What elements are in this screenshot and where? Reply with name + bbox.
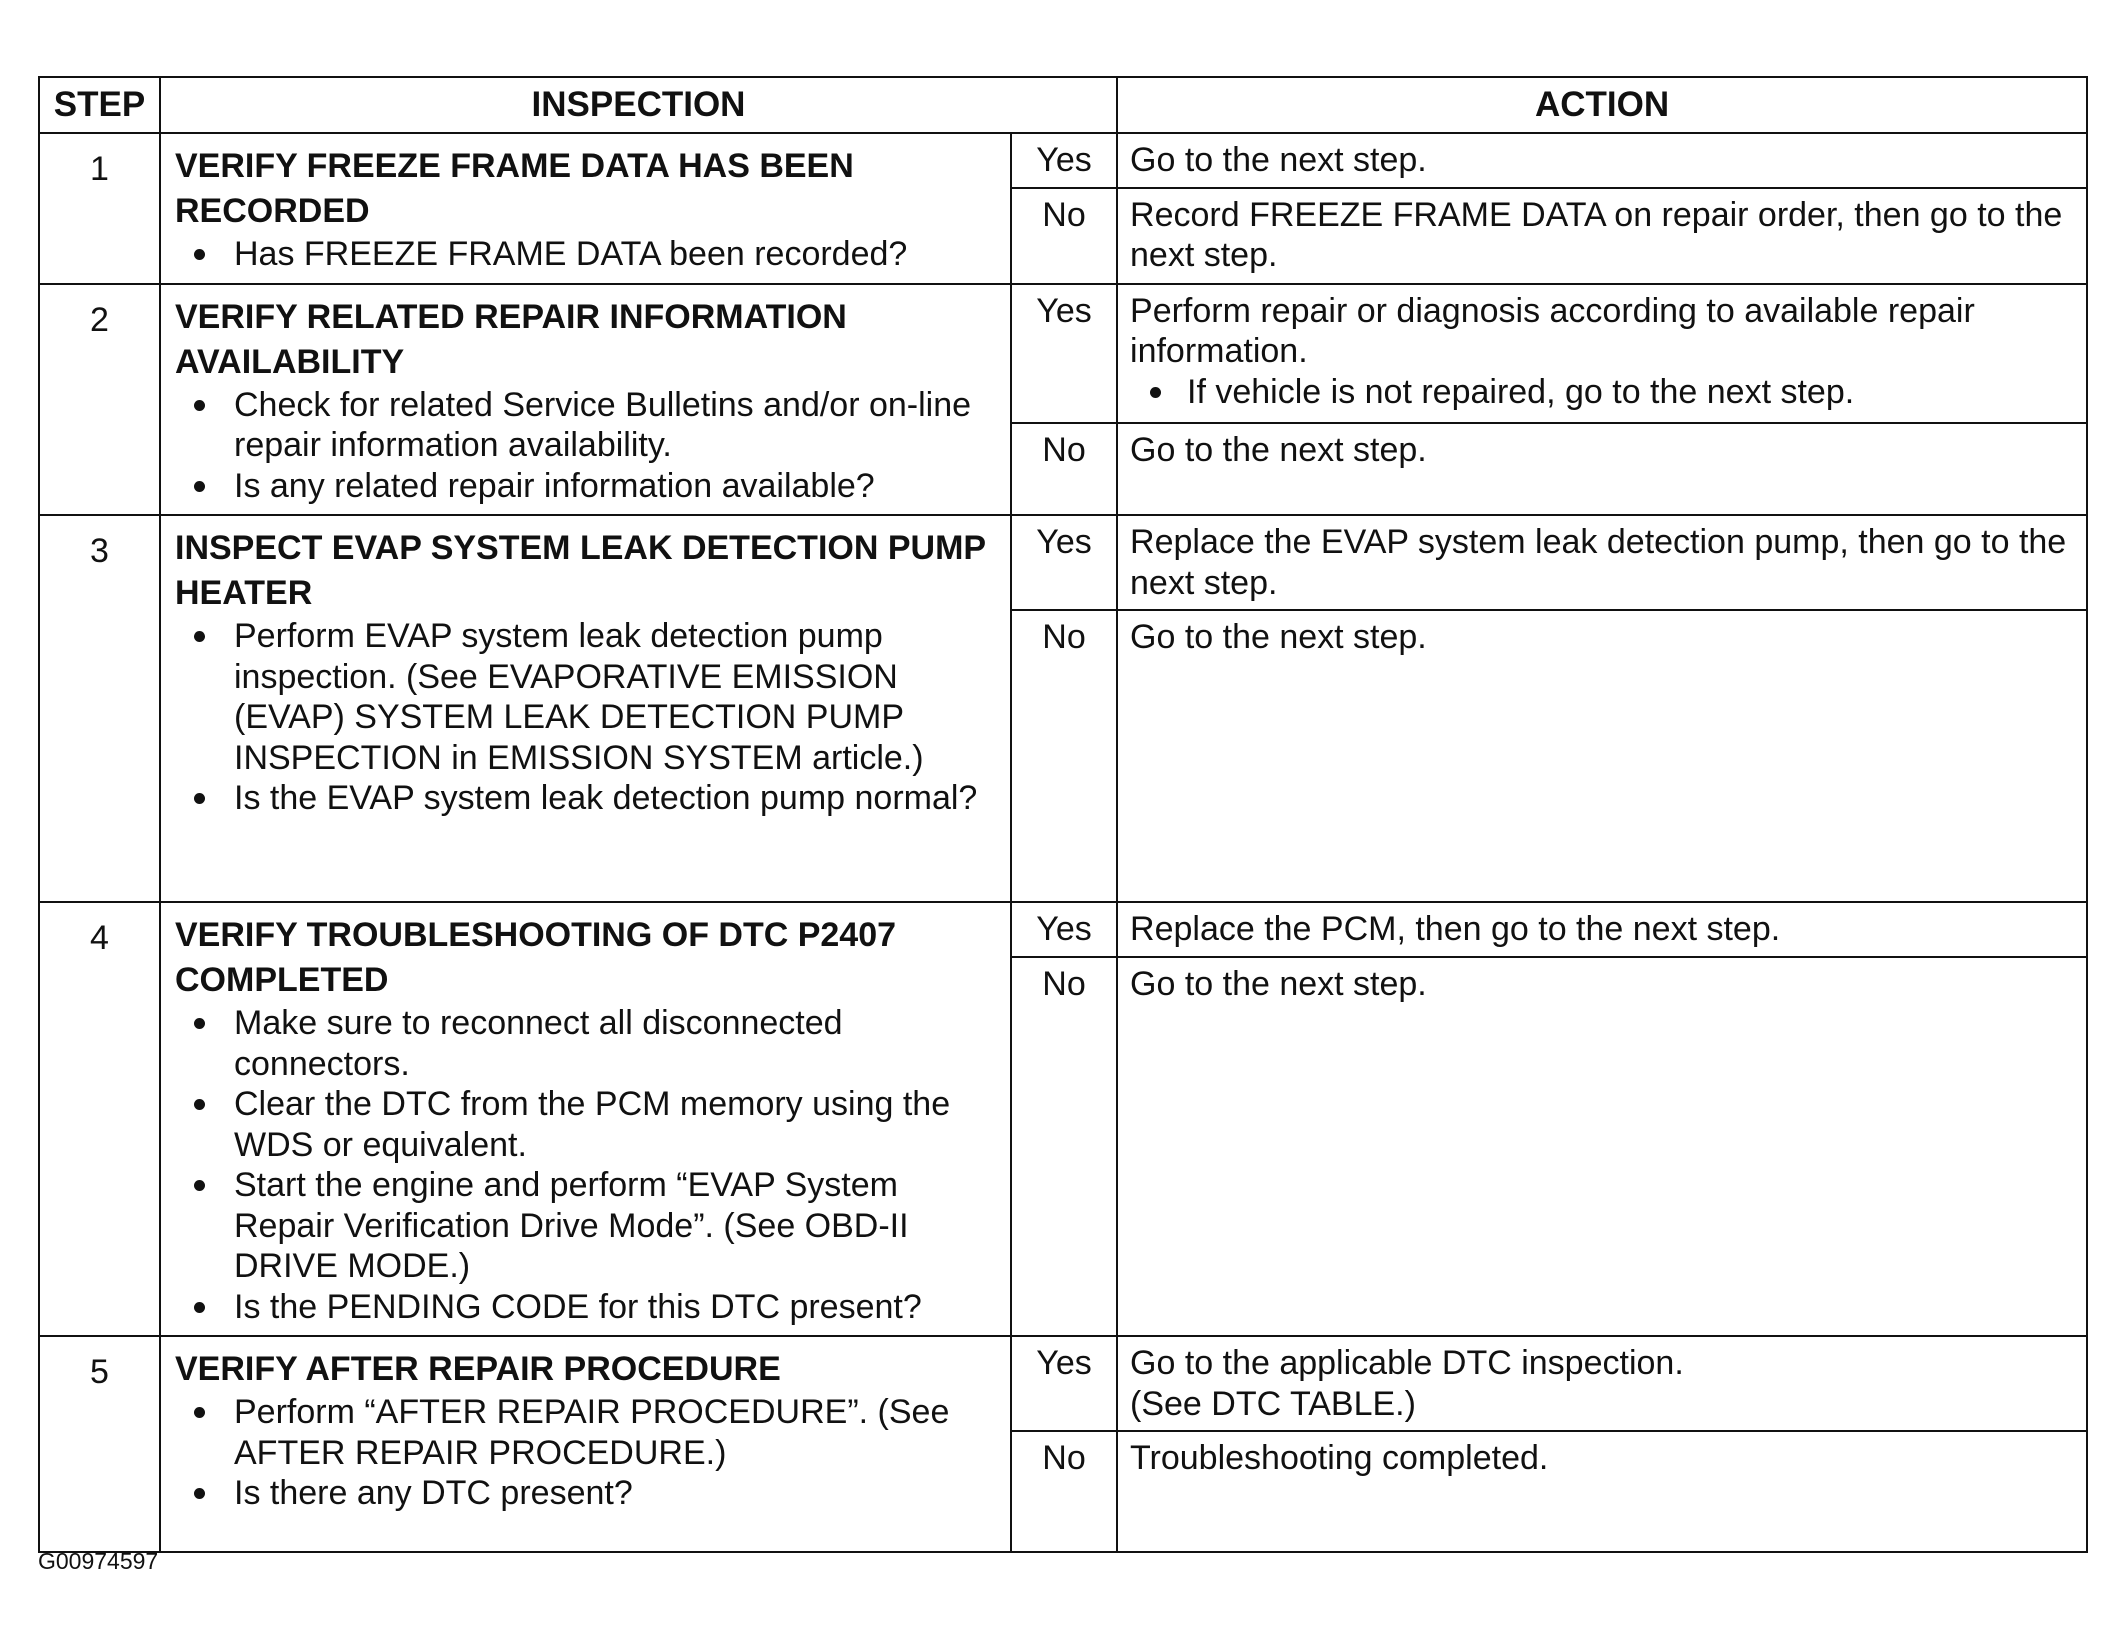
inspection-title: VERIFY FREEZE FRAME DATA HAS BEEN RECORDED (175, 147, 854, 230)
yes-action-ref: (See DTC TABLE.) (1130, 1384, 1416, 1423)
bullet-item: Has FREEZE FRAME DATA been recorded? (175, 234, 990, 275)
table-row (39, 1336, 2087, 1431)
no-action: Troubleshooting completed. (1117, 1431, 2087, 1552)
no-action: Record FREEZE FRAME DATA on repair order, then go to the next step. (1117, 188, 2087, 284)
inspection-bullets (175, 616, 990, 819)
yes-label: Yes (1011, 515, 1117, 610)
yes-action: Go to the applicable DTC inspection. (1130, 1344, 1684, 1382)
step-number: 3 (39, 515, 160, 902)
diagnostic-table (38, 76, 2088, 1553)
header-row (39, 77, 2087, 133)
table-row (39, 284, 2087, 424)
step-number: 1 (39, 133, 160, 284)
inspection-cell (160, 1336, 1011, 1552)
no-action: Go to the next step. (1117, 957, 2087, 1336)
yes-action: Replace the PCM, then go to the next step. (1117, 902, 2087, 957)
no-action: Go to the next step. (1117, 423, 2087, 515)
header-action: ACTION (1117, 77, 2087, 133)
bullet-item: Is the PENDING CODE for this DTC present? (175, 1287, 990, 1328)
inspection-title: VERIFY TROUBLESHOOTING OF DTC P2407 COMPLETED (175, 916, 897, 999)
inspection-title: INSPECT EVAP SYSTEM LEAK DETECTION PUMP HEATER (175, 529, 986, 612)
yes-label: Yes (1011, 1336, 1117, 1431)
step-number: 2 (39, 284, 160, 516)
inspection-cell (160, 515, 1011, 902)
table-row (39, 902, 2087, 957)
bullet-item: Perform “AFTER REPAIR PROCEDURE”. (See AFTER REPAIR PROCEDURE.) (175, 1392, 990, 1473)
inspection-cell (160, 133, 1011, 284)
bullet-item: Start the engine and perform “EVAP System Repair Verification Drive Mode”. (See OBD-II DRIVE MODE.) (175, 1165, 990, 1287)
inspection-title: VERIFY RELATED REPAIR INFORMATION AVAILABILITY (175, 297, 847, 381)
inspection-cell (160, 902, 1011, 1336)
bullet-item: Is the EVAP system leak detection pump normal? (175, 778, 990, 819)
yes-action: Replace the EVAP system leak detection pump, then go to the next step. (1117, 515, 2087, 610)
no-action: Go to the next step. (1117, 610, 2087, 902)
figure-id: G00974597 (38, 1548, 159, 1574)
inspection-bullets (175, 1392, 990, 1514)
yes-label: Yes (1011, 284, 1117, 424)
inspection-cell (160, 284, 1011, 516)
table-row (39, 133, 2087, 188)
yes-action-cell (1117, 284, 2087, 424)
no-label: No (1011, 957, 1117, 1336)
inspection-bullets (175, 385, 990, 507)
inspection-bullets (175, 234, 990, 275)
bullet-item: Is there any DTC present? (175, 1473, 990, 1514)
no-label: No (1011, 423, 1117, 515)
yes-action-sub: If vehicle is not repaired, go to the next step. (1130, 372, 2074, 413)
header-inspection: INSPECTION (160, 77, 1117, 133)
yes-action: Perform repair or diagnosis according to available repair information. (1130, 291, 1975, 370)
inspection-title: VERIFY AFTER REPAIR PROCEDURE (175, 1350, 781, 1388)
yes-label: Yes (1011, 902, 1117, 957)
no-label: No (1011, 610, 1117, 902)
bullet-item: Is any related repair information available? (175, 466, 990, 507)
table-row (39, 515, 2087, 610)
yes-action-cell (1117, 1336, 2087, 1431)
bullet-item: Check for related Service Bulletins and/or on-line repair information availability. (175, 385, 990, 466)
bullet-item: Clear the DTC from the PCM memory using the WDS or equivalent. (175, 1084, 990, 1165)
bullet-item: Make sure to reconnect all disconnected connectors. (175, 1003, 990, 1084)
yes-action: Go to the next step. (1117, 133, 2087, 188)
yes-label: Yes (1011, 133, 1117, 188)
step-number: 4 (39, 902, 160, 1336)
bullet-item: Perform EVAP system leak detection pump inspection. (See EVAPORATIVE EMISSION (EVAP) SYSTEM LEAK DETECTION PUMP INSPECTION in EMISSION SYSTEM article.) (175, 616, 990, 778)
inspection-bullets (175, 1003, 990, 1327)
header-step: STEP (39, 77, 160, 133)
no-label: No (1011, 188, 1117, 284)
no-label: No (1011, 1431, 1117, 1552)
step-number: 5 (39, 1336, 160, 1552)
